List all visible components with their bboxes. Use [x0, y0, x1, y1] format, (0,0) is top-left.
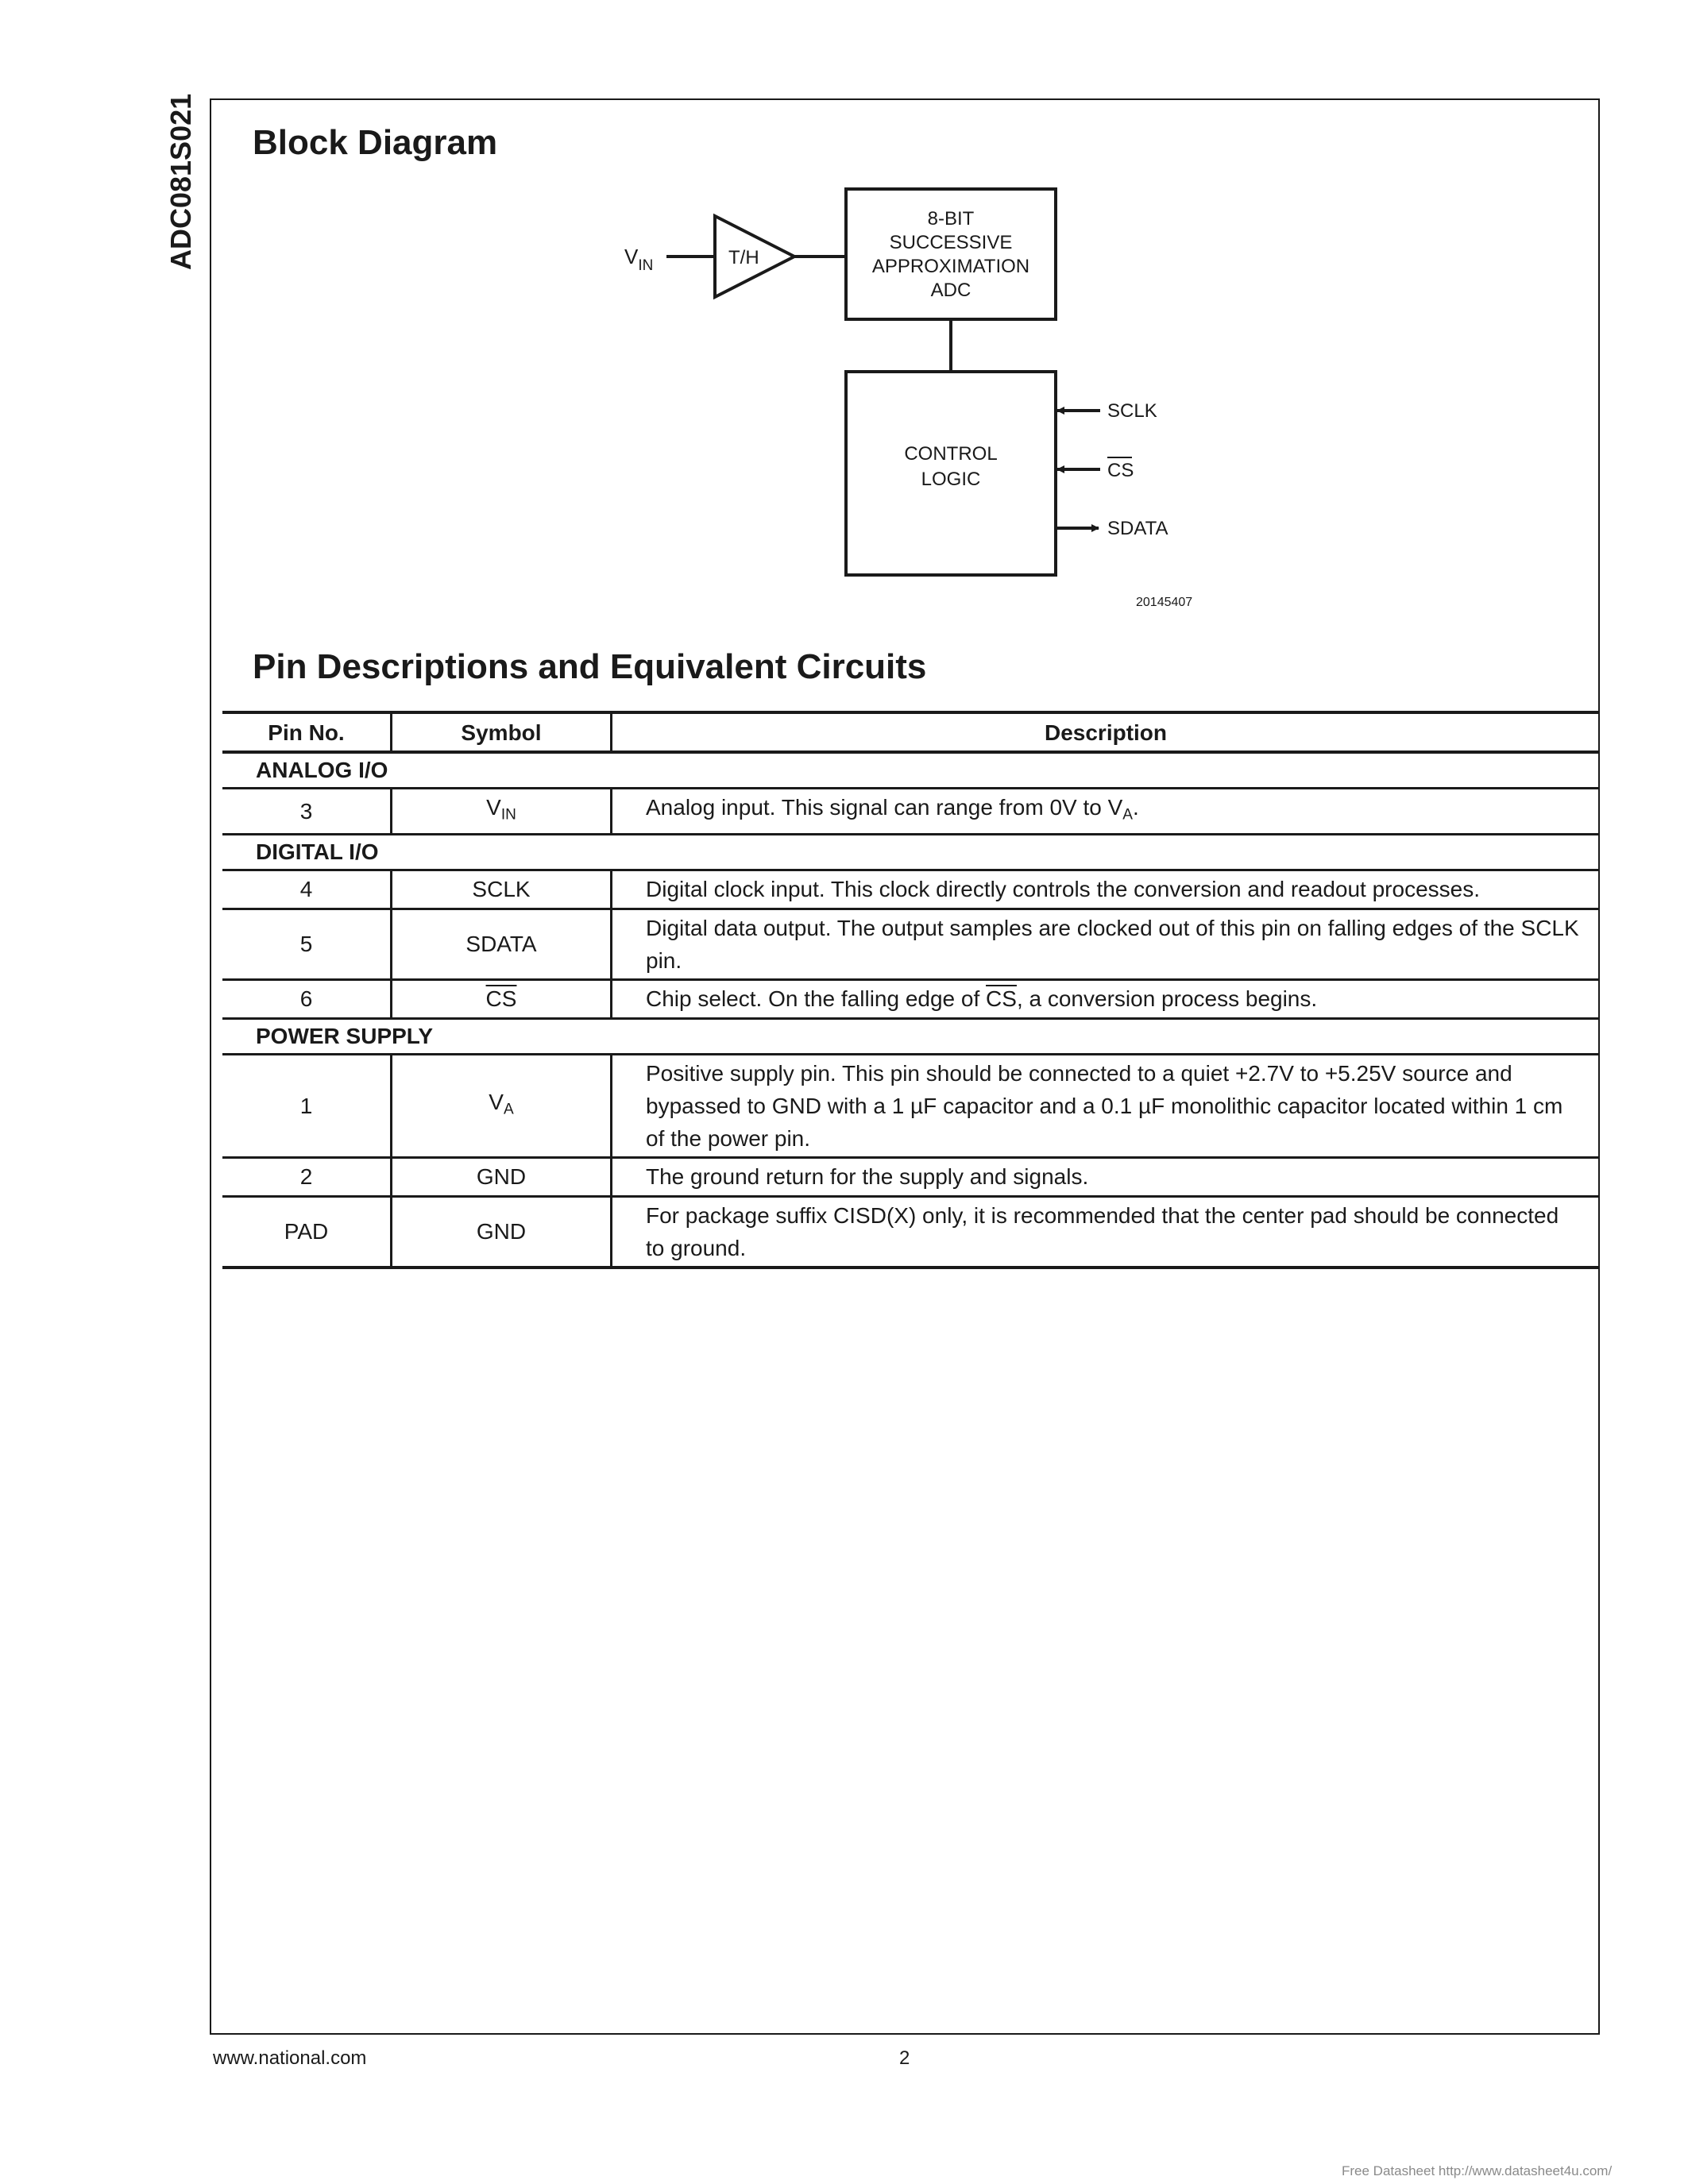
- symbol-cell: $V_{IN}$: [392, 789, 612, 835]
- pin-cell: 1: [222, 1054, 392, 1157]
- description-cell: Digital clock input. This clock directly controls the conversion and readout processes.: [612, 870, 1600, 909]
- figure-id: 20145407: [1136, 596, 1193, 609]
- table-row: [222, 1054, 1599, 1157]
- section-label: ANALOG I/O: [222, 752, 1599, 789]
- symbol-cell: SDATA: [392, 909, 612, 979]
- part-number-side-title: ADC081S021: [164, 93, 197, 270]
- vin-label: $V_{IN}$: [624, 245, 654, 274]
- sdata-label: SDATA: [1107, 518, 1168, 539]
- description-cell: Positive supply pin. This pin should be connected to a quiet +2.7V to +5.25V source and bypassed to GND with a 1 µF capacitor and a 0.1 µF monolithic capacitor located within 1 cm of the power pin.: [612, 1054, 1600, 1157]
- block-diagram-heading: Block Diagram: [253, 123, 498, 162]
- description-cell: Digital data output. The output samples are clocked out of this pin on falling edges of the SCLK pin.: [612, 909, 1600, 979]
- section-label: DIGITAL I/O: [222, 834, 1599, 870]
- table-row: [222, 1196, 1599, 1268]
- col-header-description: Description: [612, 712, 1600, 752]
- pin-cell: 3: [222, 789, 392, 835]
- table-row: [222, 909, 1599, 979]
- page-number: 2: [899, 2047, 910, 2069]
- th-label: T/H: [728, 247, 759, 268]
- symbol-cell: $V_A$: [392, 1054, 612, 1157]
- adc-line-2: SUCCESSIVE: [889, 232, 1013, 253]
- section-row: [222, 1018, 1599, 1054]
- pin-cell: PAD: [222, 1196, 392, 1268]
- table-row: [222, 789, 1599, 835]
- pin-cell: 6: [222, 979, 392, 1018]
- section-label: POWER SUPPLY: [222, 1018, 1599, 1054]
- pin-cell: 5: [222, 909, 392, 979]
- footer-website-link[interactable]: www.national.com: [213, 2047, 367, 2069]
- description-cell: The ground return for the supply and signals.: [612, 1157, 1600, 1196]
- symbol-cell: SCLK: [392, 870, 612, 909]
- description-cell: For package suffix CISD(X) only, it is recommended that the center pad should be connected to ground.: [612, 1196, 1600, 1268]
- col-header-pin: Pin No.: [222, 712, 392, 752]
- section-row: [222, 834, 1599, 870]
- pin-cell: 4: [222, 870, 392, 909]
- table-row: [222, 979, 1599, 1018]
- description-cell: Analog input. This signal can range from 0V to $V_A$.: [612, 789, 1600, 835]
- block-diagram: [604, 175, 1207, 619]
- table-row: [222, 1157, 1599, 1196]
- pin-cell: 2: [222, 1157, 392, 1196]
- pin-descriptions-table: [222, 711, 1599, 1269]
- control-line-2: LOGIC: [921, 469, 981, 490]
- col-header-symbol: Symbol: [392, 712, 612, 752]
- sclk-label: SCLK: [1107, 400, 1157, 422]
- table-row: [222, 870, 1599, 909]
- adc-line-3: APPROXIMATION: [871, 256, 1030, 277]
- adc-line-4: ADC: [930, 280, 971, 301]
- table-header-row: [222, 712, 1599, 752]
- pin-descriptions-heading: Pin Descriptions and Equivalent Circuits: [253, 647, 927, 686]
- adc-line-1: 8-BIT: [927, 208, 975, 230]
- symbol-cell: GND: [392, 1196, 612, 1268]
- description-cell: Chip select. On the falling edge of $\overline{CS}$, a conversion process begins.: [612, 979, 1600, 1018]
- control-line-1: CONTROL: [904, 443, 998, 465]
- symbol-cell: GND: [392, 1157, 612, 1196]
- cs-label: CS: [1107, 460, 1134, 481]
- watermark-text: Free Datasheet http://www.datasheet4u.com/: [1342, 2163, 1613, 2178]
- section-row: [222, 752, 1599, 789]
- symbol-cell: $\overline{CS}$: [392, 979, 612, 1018]
